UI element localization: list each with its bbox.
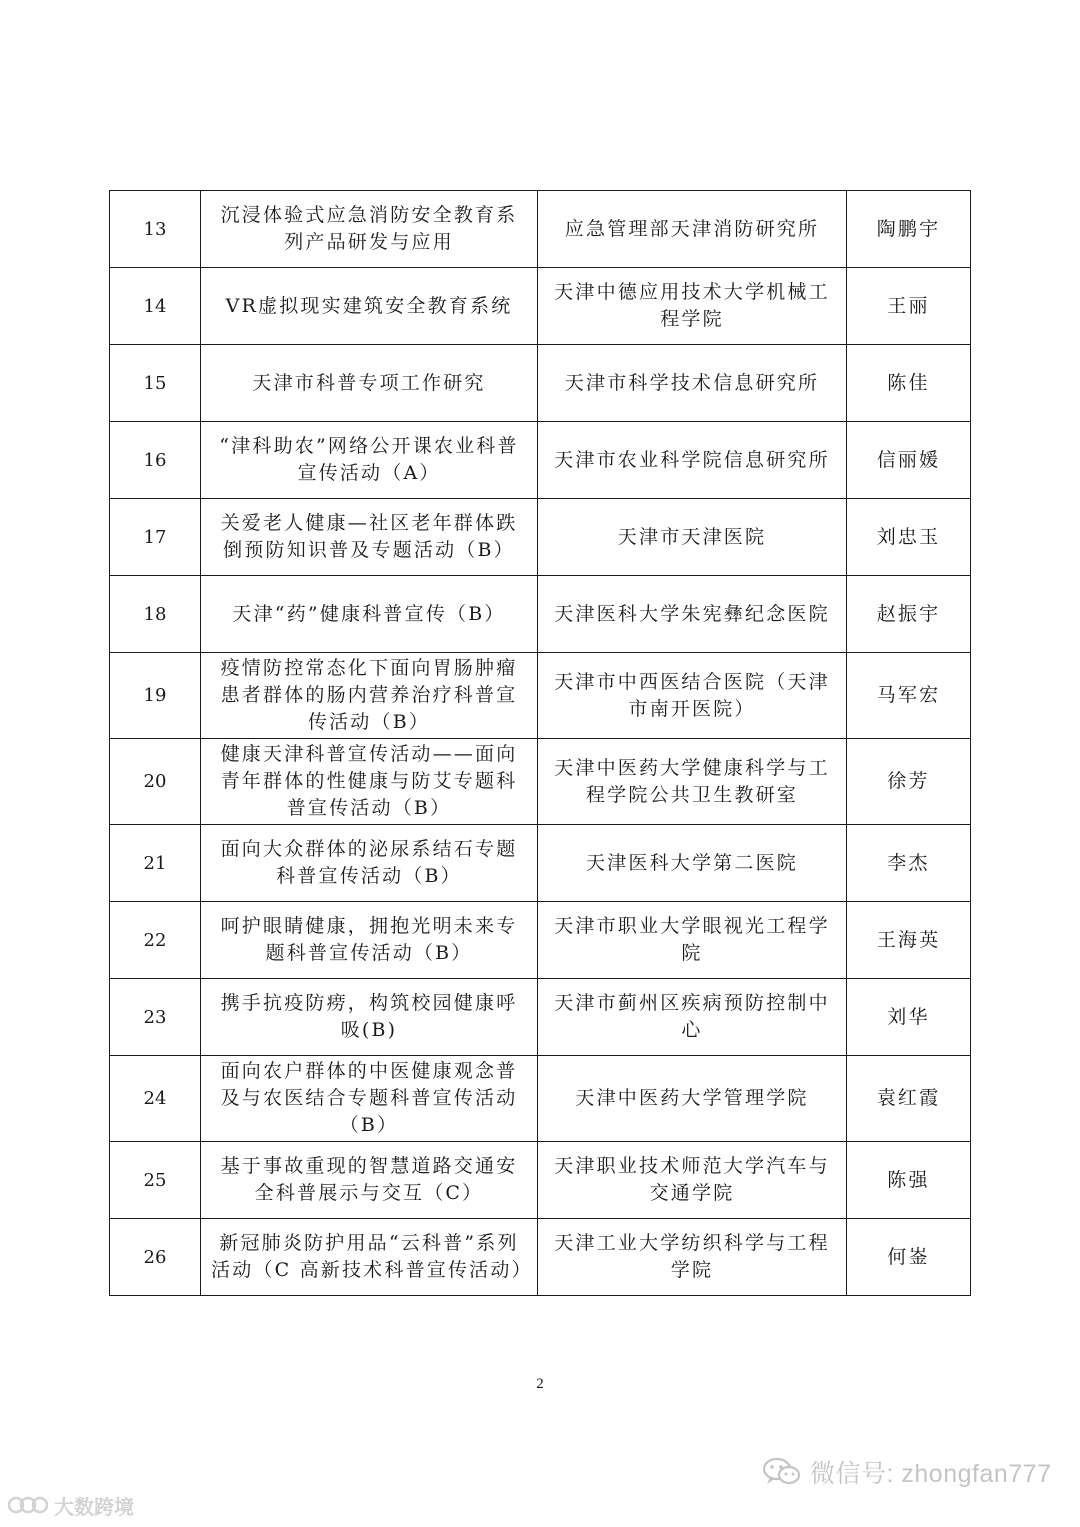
project-name-cell: 天津“药”健康科普宣传（B） <box>201 576 538 653</box>
row-number-cell: 22 <box>110 902 201 979</box>
leader-cell: 袁红霞 <box>847 1056 971 1142</box>
table-row <box>110 268 971 345</box>
unit-cell: 天津市职业大学眼视光工程学院 <box>538 902 847 979</box>
project-name-cell: 沉浸体验式应急消防安全教育系列产品研发与应用 <box>201 191 538 268</box>
page-number: 2 <box>536 1376 544 1392</box>
project-name-cell: 关爱老人健康—社区老年群体跌倒预防知识普及专题活动（B） <box>201 499 538 576</box>
leader-cell: 信丽媛 <box>847 422 971 499</box>
row-number-cell: 18 <box>110 576 201 653</box>
brand-watermark-text: 大数跨境 <box>54 1494 134 1519</box>
table-row <box>110 825 971 902</box>
wechat-icon <box>762 1456 802 1488</box>
project-name-cell: 呵护眼睛健康，拥抱光明未来专题科普宣传活动（B） <box>201 902 538 979</box>
leader-cell: 陈佳 <box>847 345 971 422</box>
project-name-cell: 面向农户群体的中医健康观念普及与农医结合专题科普宣传活动（B） <box>201 1056 538 1142</box>
project-name-cell: 天津市科普专项工作研究 <box>201 345 538 422</box>
unit-cell: 应急管理部天津消防研究所 <box>538 191 847 268</box>
unit-cell: 天津市蓟州区疾病预防控制中心 <box>538 979 847 1056</box>
unit-cell: 天津市科学技术信息研究所 <box>538 345 847 422</box>
table-row <box>110 499 971 576</box>
leader-cell: 王海英 <box>847 902 971 979</box>
project-name-cell: 基于事故重现的智慧道路交通安全科普展示与交互（C） <box>201 1142 538 1219</box>
table-row <box>110 422 971 499</box>
unit-cell: 天津中德应用技术大学机械工程学院 <box>538 268 847 345</box>
wechat-watermark <box>762 1452 1051 1492</box>
leader-cell: 赵振宇 <box>847 576 971 653</box>
unit-cell: 天津职业技术师范大学汽车与交通学院 <box>538 1142 847 1219</box>
project-name-cell: 疫情防控常态化下面向胃肠肿瘤患者群体的肠内营养治疗科普宣传活动（B） <box>201 653 538 739</box>
project-name-cell: “津科助农”网络公开课农业科普宣传活动（A） <box>201 422 538 499</box>
unit-cell: 天津市中西医结合医院（天津市南开医院） <box>538 653 847 739</box>
table-row <box>110 902 971 979</box>
leader-cell: 陈强 <box>847 1142 971 1219</box>
brand-logo-icon <box>8 1493 50 1517</box>
unit-cell: 天津医科大学第二医院 <box>538 825 847 902</box>
unit-cell: 天津市农业科学院信息研究所 <box>538 422 847 499</box>
leader-cell: 李杰 <box>847 825 971 902</box>
unit-cell: 天津医科大学朱宪彝纪念医院 <box>538 576 847 653</box>
row-number-cell: 17 <box>110 499 201 576</box>
table-row <box>110 979 971 1056</box>
table-row <box>110 576 971 653</box>
row-number-cell: 15 <box>110 345 201 422</box>
table-row <box>110 739 971 825</box>
leader-cell: 王丽 <box>847 268 971 345</box>
table-row <box>110 1142 971 1219</box>
leader-cell: 何崟 <box>847 1219 971 1296</box>
unit-cell: 天津工业大学纺织科学与工程学院 <box>538 1219 847 1296</box>
brand-watermark <box>8 1490 134 1520</box>
table-row <box>110 1219 971 1296</box>
row-number-cell: 19 <box>110 653 201 739</box>
row-number-cell: 13 <box>110 191 201 268</box>
leader-cell: 马军宏 <box>847 653 971 739</box>
row-number-cell: 25 <box>110 1142 201 1219</box>
table-row <box>110 653 971 739</box>
table-row <box>110 191 971 268</box>
row-number-cell: 20 <box>110 739 201 825</box>
row-number-cell: 21 <box>110 825 201 902</box>
table-row <box>110 345 971 422</box>
unit-cell: 天津中医药大学健康科学与工程学院公共卫生教研室 <box>538 739 847 825</box>
leader-cell: 刘华 <box>847 979 971 1056</box>
row-number-cell: 16 <box>110 422 201 499</box>
project-name-cell: 健康天津科普宣传活动——面向青年群体的性健康与防艾专题科普宣传活动（B） <box>201 739 538 825</box>
row-number-cell: 24 <box>110 1056 201 1142</box>
leader-cell: 陶鹏宇 <box>847 191 971 268</box>
leader-cell: 徐芳 <box>847 739 971 825</box>
row-number-cell: 23 <box>110 979 201 1056</box>
row-number-cell: 14 <box>110 268 201 345</box>
project-table <box>109 190 971 1296</box>
table-body <box>110 191 971 1296</box>
unit-cell: 天津中医药大学管理学院 <box>538 1056 847 1142</box>
project-name-cell: VR虚拟现实建筑安全教育系统 <box>201 268 538 345</box>
project-name-cell: 面向大众群体的泌尿系结石专题科普宣传活动（B） <box>201 825 538 902</box>
project-name-cell: 新冠肺炎防护用品“云科普”系列活动（C 高新技术科普宣传活动） <box>201 1219 538 1296</box>
row-number-cell: 26 <box>110 1219 201 1296</box>
leader-cell: 刘忠玉 <box>847 499 971 576</box>
table-row <box>110 1056 971 1142</box>
unit-cell: 天津市天津医院 <box>538 499 847 576</box>
project-name-cell: 携手抗疫防痨，构筑校园健康呼吸(B) <box>201 979 538 1056</box>
wechat-id-text: 微信号: zhongfan777 <box>810 1460 1052 1488</box>
